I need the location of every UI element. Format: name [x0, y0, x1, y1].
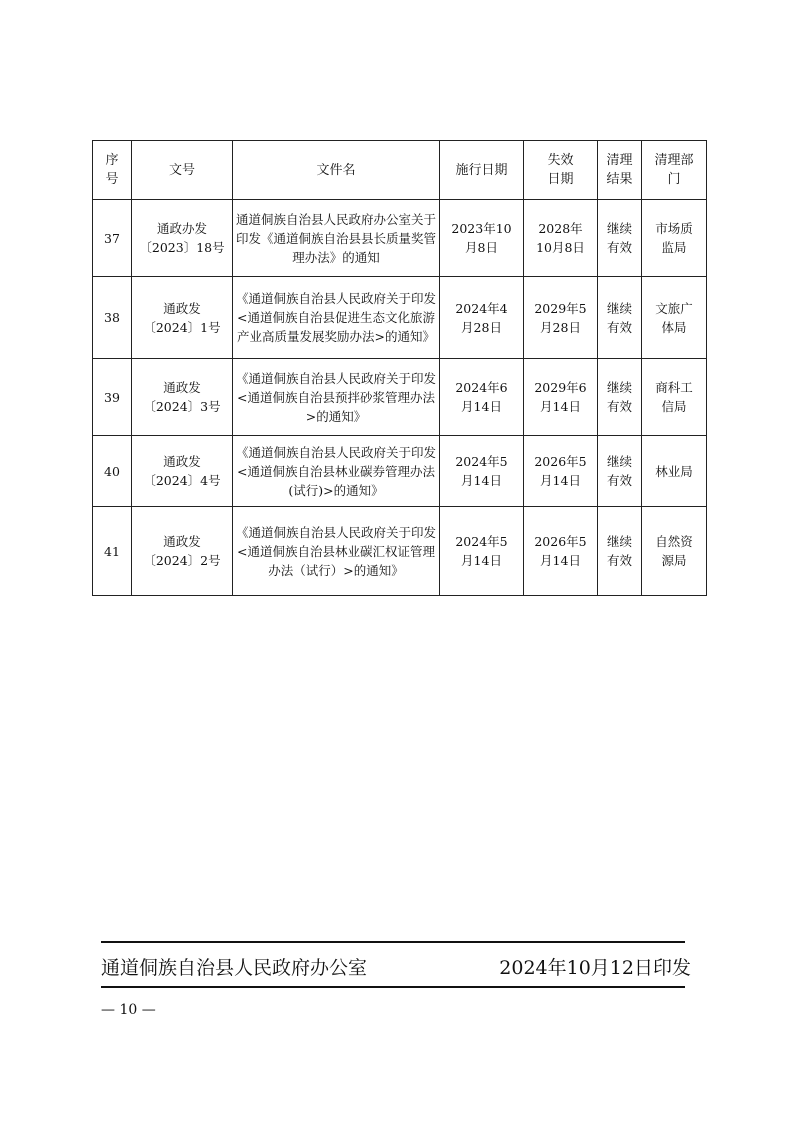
header-expiry-date: 失效 日期: [524, 141, 598, 200]
cell-effective-date: 2024年5 月14日: [440, 436, 524, 507]
cell-doc-no: 通政发 〔2024〕1号: [132, 277, 233, 359]
cell-result: 继续 有效: [598, 359, 642, 436]
header-doc-name: 文件名: [233, 141, 440, 200]
cell-doc-no: 通政办发 〔2023〕18号: [132, 200, 233, 277]
cell-dept: 林业局: [642, 436, 707, 507]
cell-doc-no: 通政发 〔2024〕3号: [132, 359, 233, 436]
footer-issue-date: 2024年10月12日印发: [499, 957, 691, 979]
cell-seq: 37: [93, 200, 132, 277]
cell-dept: 文旅广 体局: [642, 277, 707, 359]
page-number: — 10 —: [101, 1002, 156, 1018]
table-row: [93, 436, 707, 507]
table-row: [93, 200, 707, 277]
footer-issuer: 通道侗族自治县人民政府办公室: [101, 957, 368, 979]
cell-dept: 自然资 源局: [642, 507, 707, 596]
cell-seq: 39: [93, 359, 132, 436]
cell-doc-name: 《通道侗族自治县人民政府关于印发<通道侗族自治县促进生态文化旅游产业高质量发展奖励办法>的通知》: [233, 277, 440, 359]
cell-result: 继续 有效: [598, 436, 642, 507]
cell-doc-name: 《通道侗族自治县人民政府关于印发<通道侗族自治县预拌砂浆管理办法>的通知》: [233, 359, 440, 436]
cell-dept: 商科工 信局: [642, 359, 707, 436]
cell-result: 继续 有效: [598, 200, 642, 277]
footer-top-rule: [101, 941, 685, 943]
cell-dept: 市场质 监局: [642, 200, 707, 277]
cell-effective-date: 2023年10 月8日: [440, 200, 524, 277]
footer-bottom-rule: [101, 986, 685, 988]
document-table: [92, 140, 707, 596]
cell-doc-no: 通政发 〔2024〕4号: [132, 436, 233, 507]
header-dept: 清理部 门: [642, 141, 707, 200]
header-doc-no: 文号: [132, 141, 233, 200]
cell-expiry-date: 2026年5 月14日: [524, 507, 598, 596]
cell-result: 继续 有效: [598, 507, 642, 596]
cell-doc-no: 通政发 〔2024〕2号: [132, 507, 233, 596]
cell-expiry-date: 2028年 10月8日: [524, 200, 598, 277]
cell-doc-name: 《通道侗族自治县人民政府关于印发<通道侗族自治县林业碳券管理办法(试行)>的通知》: [233, 436, 440, 507]
cell-seq: 38: [93, 277, 132, 359]
cell-doc-name: 通道侗族自治县人民政府办公室关于印发《通道侗族自治县县长质量奖管理办法》的通知: [233, 200, 440, 277]
cell-expiry-date: 2026年5 月14日: [524, 436, 598, 507]
cell-effective-date: 2024年5 月14日: [440, 507, 524, 596]
cell-seq: 40: [93, 436, 132, 507]
table-row: [93, 277, 707, 359]
cell-effective-date: 2024年6 月14日: [440, 359, 524, 436]
header-result: 清理 结果: [598, 141, 642, 200]
header-seq: 序 号: [93, 141, 132, 200]
cell-doc-name: 《通道侗族自治县人民政府关于印发<通道侗族自治县林业碳汇权证管理办法（试行）>的通知》: [233, 507, 440, 596]
cell-seq: 41: [93, 507, 132, 596]
table-row: [93, 507, 707, 596]
header-effective-date: 施行日期: [440, 141, 524, 200]
table-header-row: [93, 141, 707, 200]
table-row: [93, 359, 707, 436]
cell-result: 继续 有效: [598, 277, 642, 359]
cell-effective-date: 2024年4 月28日: [440, 277, 524, 359]
cell-expiry-date: 2029年6 月14日: [524, 359, 598, 436]
cell-expiry-date: 2029年5 月28日: [524, 277, 598, 359]
